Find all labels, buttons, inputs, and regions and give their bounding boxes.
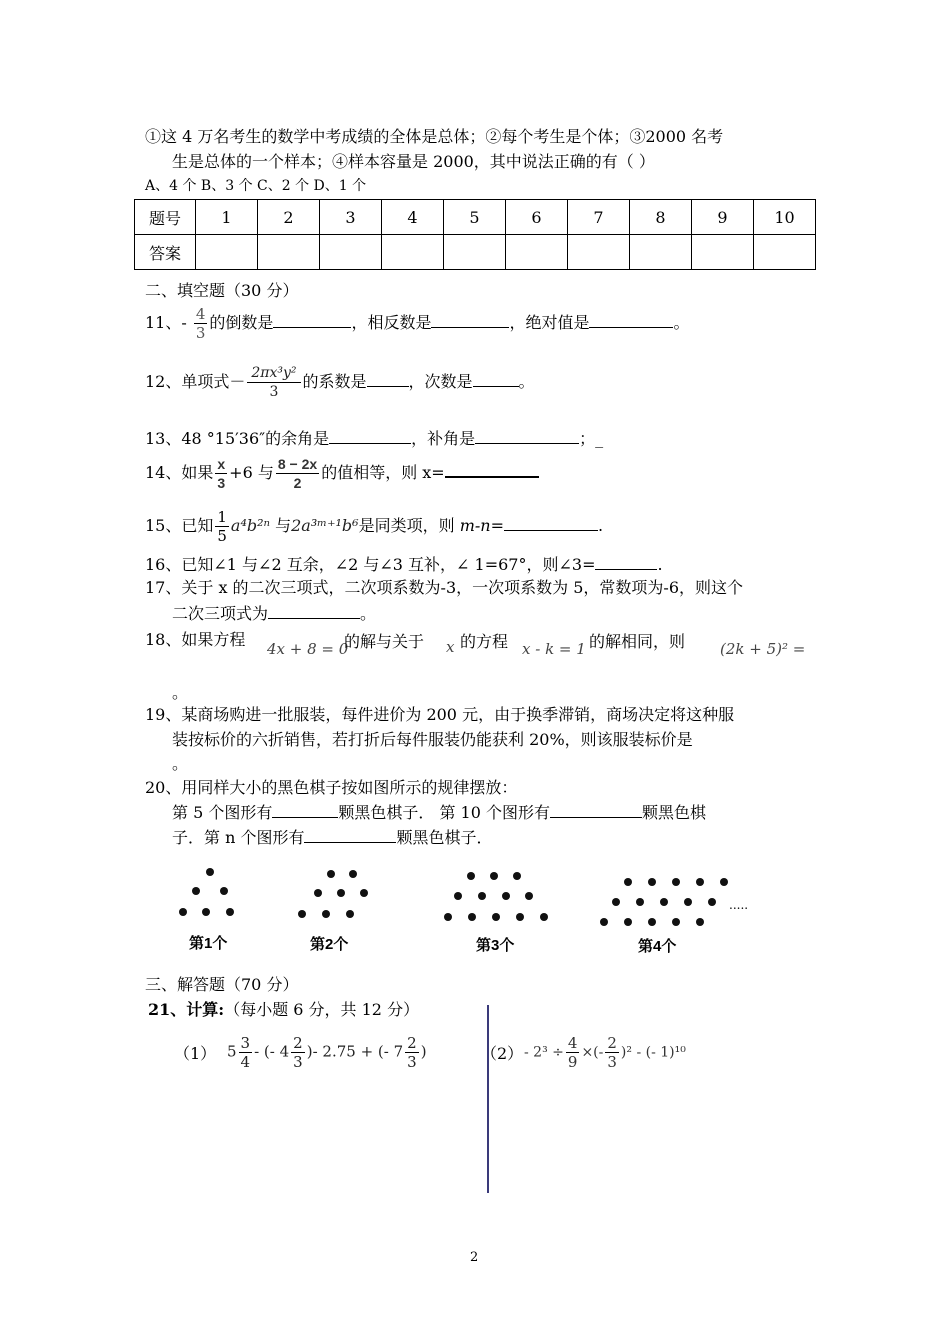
q13-blank1[interactable] — [329, 427, 411, 444]
answer-cell[interactable] — [630, 235, 692, 270]
divider-line — [487, 1005, 489, 1193]
q11-text3: ，绝对值是 — [509, 313, 590, 332]
q13-text: 13、48 °15′36″的余角是 — [145, 429, 330, 448]
table-row — [135, 200, 816, 235]
q14-fraction1: $\frac{x}{3}$ — [217, 456, 226, 491]
q14-fraction2: $\frac{8 - 2x}{2}$ — [277, 456, 318, 491]
q13 — [145, 427, 603, 450]
q21-note: （每小题 6 分，共 12 分） — [224, 1000, 420, 1019]
q17-blank[interactable] — [268, 602, 360, 619]
answer-cell[interactable] — [692, 235, 754, 270]
q14-text2: 的值相等，则 x= — [321, 463, 445, 482]
q16-end: . — [657, 555, 663, 574]
table-cell: 2 — [258, 200, 320, 235]
chess-piece-dot — [648, 918, 656, 926]
table-cell: 7 — [568, 200, 630, 235]
q18-text2: 的方程 — [460, 632, 509, 651]
table-cell: 5 — [444, 200, 506, 235]
answer-cell[interactable] — [258, 235, 320, 270]
q20-blank3[interactable] — [304, 826, 396, 843]
table-cell: 9 — [692, 200, 754, 235]
chess-piece-dot — [468, 913, 476, 921]
chess-piece-dot — [672, 918, 680, 926]
table-cell: 8 — [630, 200, 692, 235]
header-label-cell: 题号 — [135, 200, 196, 235]
chess-piece-dot — [444, 913, 452, 921]
q11-num: 11、- — [145, 313, 187, 332]
chess-piece-dot — [202, 908, 210, 916]
q12-blank2[interactable] — [473, 370, 519, 387]
chess-piece-dot — [720, 878, 728, 886]
q20-text-a: 第 5 个图形有 — [172, 803, 273, 822]
q20-blank1[interactable] — [272, 801, 338, 818]
caption-1: 第1个 — [189, 935, 228, 952]
caption-3: 第3个 — [476, 937, 515, 954]
answer-table — [134, 199, 816, 270]
q11 — [145, 305, 689, 342]
chess-piece-dot — [454, 892, 462, 900]
q18-expr: (2k + 5)² = — [720, 640, 806, 658]
chess-piece-dot — [502, 892, 510, 900]
section3-title: 三、解答题（70 分） — [145, 975, 299, 994]
q16-text: 16、已知∠1 与∠2 互余，∠2 与∠3 互补，∠ 1=67°，则∠3= — [145, 555, 596, 574]
answer-cell[interactable] — [506, 235, 568, 270]
q17-line2 — [172, 602, 376, 625]
q20-text-d: 子．第 n 个图形有 — [172, 828, 305, 847]
q14 — [145, 452, 539, 494]
answer-cell[interactable] — [754, 235, 816, 270]
q12-text1: 的系数是 — [302, 372, 367, 391]
table-cell: 3 — [320, 200, 382, 235]
table-cell: 6 — [506, 200, 568, 235]
q12-text2: ，次数是 — [408, 372, 473, 391]
chess-piece-dot — [349, 870, 357, 878]
table-cell: 4 — [382, 200, 444, 235]
chess-piece-dot — [360, 889, 368, 897]
chess-piece-dot — [492, 913, 500, 921]
q18-x: x — [446, 638, 455, 656]
q20-text-b: 颗黑色棋子． 第 10 个图形有 — [338, 803, 550, 822]
q18-end: 。 — [172, 683, 189, 702]
q14-num: 14、如果 — [145, 463, 214, 482]
q15 — [145, 505, 603, 547]
table-cell: 10 — [754, 200, 816, 235]
p2-part-a: - 2³ ÷ — [524, 1044, 564, 1061]
q13-text3: ；_ — [579, 429, 604, 448]
q21-title: 21、计算: — [148, 1000, 225, 1019]
q18-eq1: 4x + 8 = 0 — [267, 640, 349, 658]
chess-piece-dot — [220, 887, 228, 895]
page-number: 2 — [470, 1250, 479, 1265]
answer-cell[interactable] — [320, 235, 382, 270]
q19-end: 。 — [172, 754, 189, 773]
chess-piece-dot — [540, 913, 548, 921]
q15-expr2: 2a³ᵐ⁺¹b⁶ — [291, 516, 359, 535]
chess-piece-dot — [708, 898, 716, 906]
answer-cell[interactable] — [568, 235, 630, 270]
chess-piece-dot — [478, 892, 486, 900]
q15-expr1: a⁴b²ⁿ — [230, 516, 271, 535]
q12-blank1[interactable] — [367, 370, 409, 387]
p2-fraction-2: $\frac{2}{3}$ — [607, 1034, 617, 1071]
p1-fraction-b: $\frac{2}{3}$ — [293, 1034, 303, 1071]
p1-fraction-a: $\frac{3}{4}$ — [240, 1034, 251, 1071]
q11-text4: 。 — [673, 313, 690, 332]
chess-piece-dot — [513, 872, 521, 880]
q17-end: 。 — [360, 604, 377, 623]
chess-piece-dot — [672, 878, 680, 886]
q15-text3: = — [490, 516, 504, 535]
chess-piece-dot — [696, 918, 704, 926]
q20-text-c: 颗黑色棋 — [641, 803, 706, 822]
answer-cell[interactable] — [382, 235, 444, 270]
chess-piece-dot — [327, 870, 335, 878]
chess-piece-dot — [525, 892, 533, 900]
chess-piece-dot — [346, 910, 354, 918]
chess-piece-dot — [467, 872, 475, 880]
q13-blank2[interactable] — [475, 427, 579, 444]
q15-blank[interactable] — [504, 514, 598, 531]
p1-mid2: )- 2.75 + (- 7 — [306, 1042, 404, 1061]
q11-text2: ，相反数是 — [351, 313, 432, 332]
q15-text4: . — [598, 516, 604, 535]
q15-num: 15、已知 — [145, 516, 214, 535]
chess-piece-dot — [206, 868, 214, 876]
chess-piece-dot — [696, 878, 704, 886]
p2-part-c: )² - (- 1)¹⁰ — [620, 1044, 686, 1061]
q21-p2-expression — [524, 1034, 686, 1071]
q16 — [145, 553, 663, 576]
chess-piece-dot — [337, 889, 345, 897]
chess-piece-dot — [490, 872, 498, 880]
chess-piece-dot — [192, 887, 200, 895]
q20-line2 — [172, 801, 706, 824]
q10-options: A、4 个 B、3 个 C、2 个 D、1 个 — [145, 178, 367, 194]
chess-piece-dot — [648, 878, 656, 886]
q20-text-e: 颗黑色棋子． — [396, 828, 493, 847]
q13-text2: ，补角是 — [411, 429, 476, 448]
q10-line2: 生是总体的一个样本；④样本容量是 2000，其中说法正确的有（ ） — [172, 152, 655, 171]
chess-piece-dot — [298, 910, 306, 918]
p1-mid1: - (- 4 — [254, 1042, 290, 1061]
q10-line1: ①这 4 万名考生的数学中考成绩的全体是总体；②每个考生是个体；③2000 名考 — [145, 127, 724, 146]
answer-cell[interactable] — [196, 235, 258, 270]
q11-blank1[interactable] — [273, 311, 351, 328]
chess-piece-dot — [179, 908, 187, 916]
q20-blank2[interactable] — [550, 801, 642, 818]
caption-4: 第4个 — [638, 938, 677, 955]
answer-label-cell: 答案 — [135, 235, 196, 270]
chess-piece-dot — [624, 918, 632, 926]
q15-text1: 与 — [275, 516, 292, 535]
ellipsis: ..... — [729, 898, 749, 912]
q18 — [145, 626, 245, 654]
q18-text1: 的解与关于 — [344, 632, 425, 651]
q12-text3: 。 — [518, 372, 535, 391]
section2-title: 二、填空题（30 分） — [145, 281, 299, 300]
q11-blank2[interactable] — [431, 311, 509, 328]
q11-text1: 的倒数是 — [209, 313, 274, 332]
chess-piece-dot — [636, 898, 644, 906]
q21-p2-label: （2） — [481, 1044, 524, 1063]
table-row — [135, 235, 816, 270]
q18-eq2: x - k = 1 — [522, 640, 586, 658]
q15-text2: 是同类项，则 — [358, 516, 455, 535]
q15-mn: m-n — [459, 516, 491, 535]
p2-fraction-1: $\frac{4}{9}$ — [567, 1034, 578, 1071]
q17-text: 二次三项式为 — [172, 604, 269, 623]
q21-p1-label: （1） — [174, 1044, 217, 1063]
q12-num: 12、单项式－ — [145, 372, 246, 391]
q14-text1: +6 与 — [229, 463, 274, 482]
q19-line2: 装按标价的六折销售，若打折后每件服装仍能获利 20%，则该服装标价是 — [172, 730, 693, 749]
q12 — [145, 362, 535, 402]
p1-whole-a: 5 — [227, 1042, 237, 1061]
p1-end: ) — [420, 1042, 427, 1061]
q12-monomial: $\frac{\text{2πx³y²}}{3}$ — [247, 364, 300, 401]
table-cell: 1 — [196, 200, 258, 235]
caption-2: 第2个 — [310, 936, 349, 953]
chess-piece-dot — [612, 898, 620, 906]
q17-line1: 17、关于 x 的二次三项式，二次项系数为-3，一次项系数为 5，常数项为-6，则这个 — [145, 578, 743, 597]
chess-piece-dot — [600, 918, 608, 926]
q21-header — [148, 999, 419, 1021]
chess-piece-dot — [314, 889, 322, 897]
q16-blank[interactable] — [595, 553, 657, 570]
q20-line1: 20、用同样大小的黑色棋子按如图所示的规律摆放： — [145, 778, 518, 797]
q19-line1: 19、某商场购进一批服装，每件进价为 200 元，由于换季滞销，商场决定将这种服 — [145, 705, 735, 724]
chess-piece-dot — [226, 908, 234, 916]
answer-cell[interactable] — [444, 235, 506, 270]
q20-line3 — [172, 826, 493, 849]
q11-blank3[interactable] — [589, 311, 673, 328]
p2-part-b: ×(- — [581, 1044, 604, 1061]
chess-piece-dot — [624, 878, 632, 886]
chess-piece-dot — [660, 898, 668, 906]
q14-blank[interactable] — [445, 460, 539, 478]
chess-piece-dot — [322, 910, 330, 918]
chess-piece-dot — [684, 898, 692, 906]
q18-text3: 的解相同，则 — [589, 632, 686, 651]
q21-p1-expression — [227, 1034, 427, 1071]
p1-fraction-c: $\frac{2}{3}$ — [407, 1034, 417, 1071]
q11-fraction: $\frac{4}{3}$ — [195, 305, 206, 342]
q18-num: 18、如果方程 — [145, 630, 246, 649]
chess-piece-dot — [516, 913, 524, 921]
q15-fraction: $\frac{1}{5}$ — [217, 508, 227, 545]
